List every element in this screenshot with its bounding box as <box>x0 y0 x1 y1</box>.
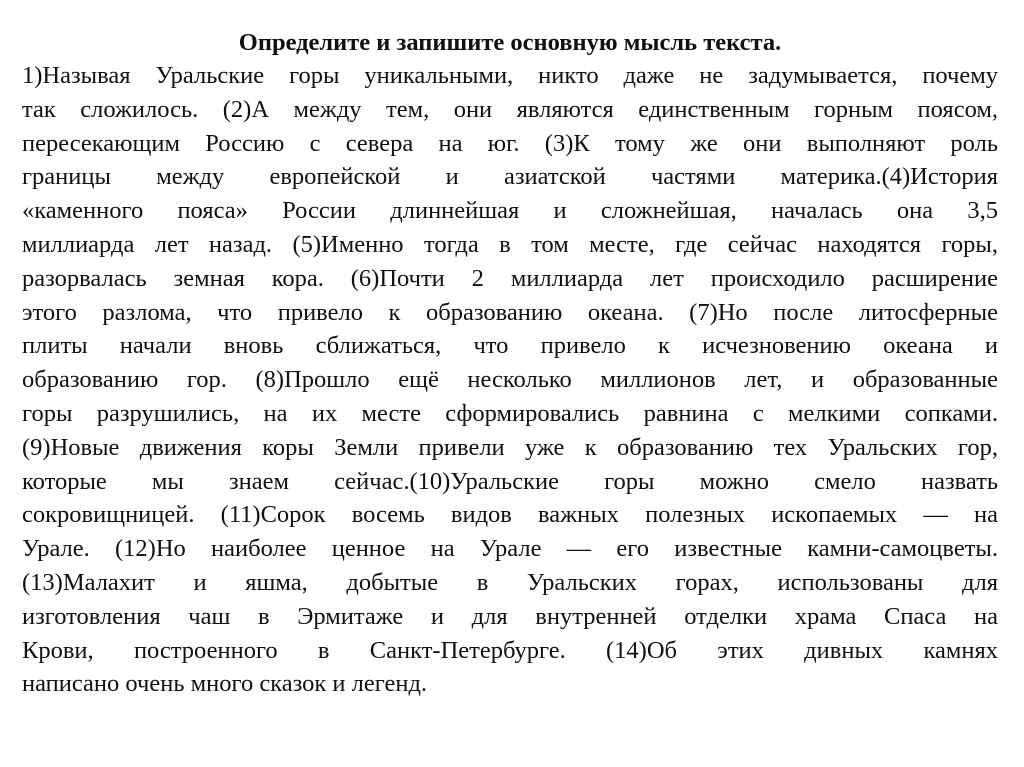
text-line: «каменного пояса» России длиннейшая и сложнейшая, началась она 3,5 <box>22 197 998 225</box>
document-page <box>22 26 998 701</box>
text-line: Крови, построенного в Санкт-Петербурге. (14)Об этих дивных камнях <box>22 636 998 664</box>
document-title: Определите и запишите основную мысль текста. <box>238 29 782 56</box>
text-line: так сложилось. (2)А между тем, они являются единственным горным поясом, <box>22 95 998 123</box>
text-line: миллиарда лет назад. (5)Именно тогда в том месте, где сейчас находятся горы, <box>22 230 998 258</box>
text-line: горы разрушились, на их месте сформировались равнина с мелкими сопками. <box>22 399 998 427</box>
text-line: пересекающим Россию с севера на юг. (3)К тому же они выполняют роль <box>22 129 998 157</box>
text-line: 1)Называя Уральские горы уникальными, никто даже не задумывается, почему <box>22 62 998 89</box>
text-line: которые мы знаем сейчас.(10)Уральские горы можно смело назвать <box>22 467 998 495</box>
text-line: этого разлома, что привело к образованию океана. (7)Но после литосферные <box>22 298 998 326</box>
text-line: Урале. (12)Но наиболее ценное на Урале — его известные камни-самоцветы. <box>22 535 998 563</box>
text-line: образованию гор. (8)Прошло ещё несколько миллионов лет, и образованные <box>22 366 998 394</box>
text-line: разорвалась земная кора. (6)Почти 2 миллиарда лет происходило расширение <box>22 264 998 292</box>
text-line: сокровищницей. (11)Сорок восемь видов важных полезных ископаемых — на <box>22 501 998 529</box>
text-line: изготовления чаш в Эрмитаже и для внутренней отделки храма Спаса на <box>22 602 998 630</box>
text-line: написано очень много сказок и легенд. <box>22 670 428 698</box>
text-line: границы между европейской и азиатской частями материка.(4)История <box>22 163 998 191</box>
text-line: плиты начали вновь сближаться, что привело к исчезновению океана и <box>22 332 998 360</box>
text-line: (9)Новые движения коры Земли привели уже к образованию тех Уральских гор, <box>22 433 998 461</box>
text-line: (13)Малахит и яшма, добытые в Уральских горах, использованы для <box>22 568 998 596</box>
document-body <box>22 59 998 701</box>
